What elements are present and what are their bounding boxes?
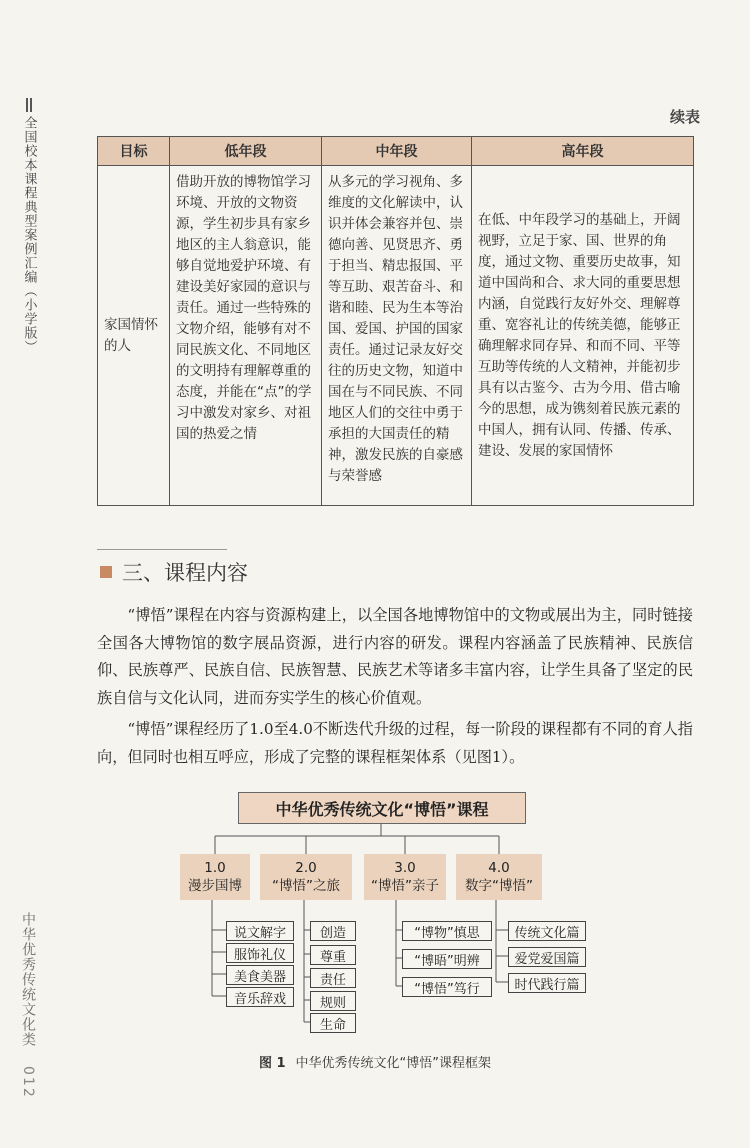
stage-1-item-2: 服饰礼仪 [226, 943, 294, 963]
stage-4-name: 数字“博悟” [465, 878, 533, 894]
category-label: 中华优秀传统文化类 [20, 912, 36, 1047]
cell-low-grade: 借助开放的博物馆学习环境、开放的文物资源，学生初步具有家乡地区的主人翁意识，能够自觉地爱护环境、有建设美好家园的意识与责任。通过一些特殊的文物介绍，能够有对不同民族文化、不同地区的文明持有理解尊重的态度，并能在“点”的学习中激发对家乡、对祖国的热爱之情 [170, 166, 322, 506]
body-paragraph-1: “博悟”课程在内容与资源构建上，以全国各地博物馆中的文物或展出为主，同时链接全国各大博物馆的数字展品资源，进行内容的研发。课程内容涵盖了民族精神、民族信仰、民族尊严、民族自信、民族智慧、民族艺术等诸多丰富内容，让学生具备了坚定的民族自信与文化认同，进而夯实学生的核心价值观。 [97, 606, 693, 707]
stage-1-name: 漫步国博 [188, 878, 242, 894]
diagram-root: 中华优秀传统文化“博悟”课程 [238, 792, 526, 824]
stage-2-item-5: 生命 [310, 1013, 356, 1033]
stage-2-item-3: 责任 [310, 968, 356, 988]
stage-1-item-1: 说文解字 [226, 921, 294, 941]
stage-2-box [260, 854, 352, 900]
stage-2-item-4: 规则 [310, 991, 356, 1011]
cell-goal: 家国情怀的人 [98, 166, 170, 506]
figure-title: 中华优秀传统文化“博悟”课程框架 [295, 1056, 492, 1071]
stage-1-item-3: 美食美器 [226, 965, 294, 985]
cell-mid-grade: 从多元的学习视角、多维度的文化解读中，认识并体会兼容并包、崇德向善、见贤思齐、勇于担当、精忠报国、平等互助、艰苦奋斗、和谐和睦、民为生本等治国、爱国、护国的国家责任。通过记录友好交往的历史文物，知道中国在与不同民族、不同地区人们的交往中勇于承担的大国责任的精神，激发民族的自豪感与荣誉感 [322, 166, 472, 506]
section-title: 三、课程内容 [122, 561, 248, 585]
stage-2-name: “博悟”之旅 [272, 878, 340, 894]
table-header-row [98, 137, 694, 166]
stage-3-name: “博悟”亲子 [371, 878, 439, 894]
figure-label: 图 1 [258, 1056, 286, 1071]
stage-2-item-2: 尊重 [310, 945, 356, 965]
goals-table [97, 136, 694, 506]
series-title: 全国校本课程典型案例汇编（小学版） [21, 116, 37, 354]
stage-2-version: 2.0 [295, 860, 317, 876]
stage-4-box [456, 854, 542, 900]
stage-2-item-1: 创造 [310, 921, 356, 941]
section-heading [100, 557, 248, 587]
table-row [98, 166, 694, 506]
side-running-footer [18, 912, 38, 1099]
continued-label: 续表 [669, 108, 700, 126]
stage-3-version: 3.0 [394, 860, 416, 876]
side-running-header [14, 98, 44, 354]
body-paragraph-2: “博悟”课程经历了1.0至4.0不断迭代升级的过程，每一阶段的课程都有不同的育人指向，但同时也相互呼应，形成了完整的课程框架体系（见图1）。 [97, 720, 693, 766]
stage-4-item-3: 时代践行篇 [508, 973, 586, 993]
header-low-grade: 低年段 [170, 137, 322, 166]
header-high-grade: 高年段 [472, 137, 694, 166]
stage-3-item-1: “博物”慎思 [402, 921, 492, 941]
stage-1-box [180, 854, 250, 900]
stage-3-box [364, 854, 446, 900]
cell-high-grade: 在低、中年段学习的基础上，开阔视野，立足于家、国、世界的角度，通过文物、重要历史故事，知道中国尚和合、求大同的重要思想内涵，自觉践行友好外交、理解尊重、宽容礼让的传统美德，能够正确理解求同存异、和而不同、平等互助等传统的人文精神，并能初步具有以古鉴今、古为今用、借古喻今的思想，成为镌刻着民族元素的中国人，拥有认同、传播、传承、建设、发展的家国情怀 [472, 166, 694, 506]
figure-caption [0, 1052, 750, 1071]
header-mid-grade: 中年段 [322, 137, 472, 166]
stage-3-item-3: “博悟”笃行 [402, 977, 492, 997]
course-framework-diagram [178, 786, 598, 1033]
stage-4-version: 4.0 [488, 860, 510, 876]
side-header-bars [26, 98, 32, 112]
stage-4-item-1: 传统文化篇 [508, 921, 586, 941]
section-square-icon [100, 566, 112, 578]
section-rule [97, 549, 227, 550]
stage-4-item-2: 爱党爱国篇 [508, 947, 586, 967]
stage-1-item-4: 音乐辞戏 [226, 987, 294, 1007]
stage-3-item-2: “博晤”明辨 [402, 949, 492, 969]
stage-1-version: 1.0 [204, 860, 226, 876]
header-goal: 目标 [98, 137, 170, 166]
page-number: 012 [20, 1066, 36, 1100]
